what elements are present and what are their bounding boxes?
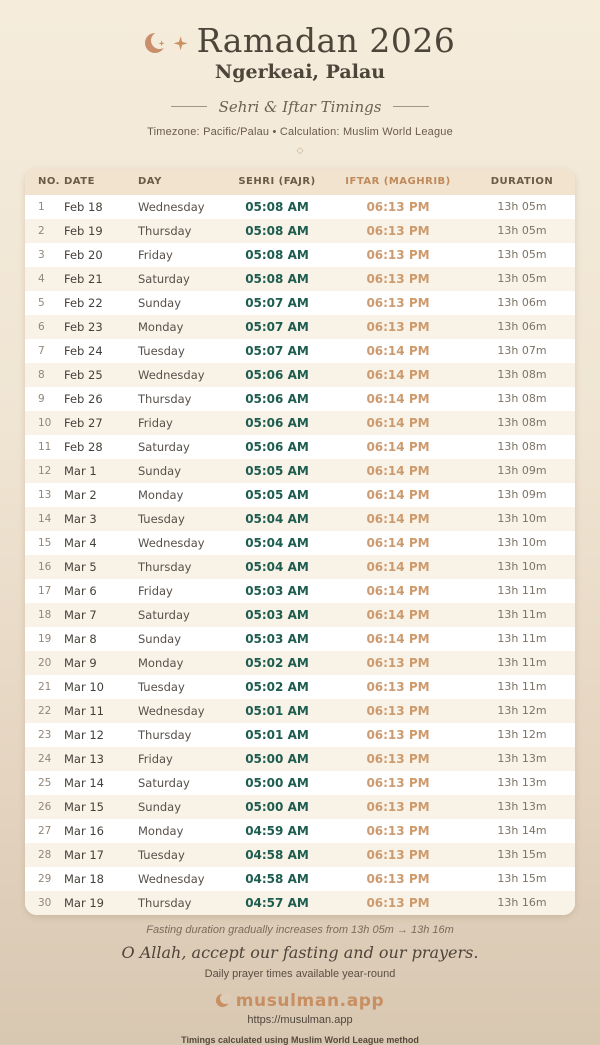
cell-day: Monday [138, 655, 184, 670]
cell-sehri-time: 04:59 AM [245, 823, 309, 838]
divider-line-right [393, 106, 429, 107]
fasting-duration-note: Fasting duration gradually increases from 13h 05m → 13h 16m [146, 923, 454, 936]
location-subtitle: Ngerkeai, Palau [214, 60, 386, 83]
cell-day: Wednesday [138, 199, 205, 214]
cell-iftar-time: 06:14 PM [366, 583, 430, 598]
cell-iftar-time: 06:13 PM [366, 223, 430, 238]
cell-duration: 13h 05m [497, 248, 547, 262]
cell-iftar-time: 06:14 PM [366, 343, 430, 358]
cell-no: 28 [38, 848, 52, 861]
cell-iftar-time: 06:14 PM [366, 367, 430, 382]
cell-date: Feb 23 [64, 319, 103, 334]
cell-iftar-time: 06:13 PM [366, 271, 430, 286]
table-row [25, 747, 575, 771]
cell-iftar-time: 06:14 PM [366, 487, 430, 502]
cell-day: Friday [138, 247, 173, 262]
cell-day: Thursday [138, 391, 192, 406]
table-row [25, 723, 575, 747]
cell-date: Mar 12 [64, 727, 104, 742]
cell-iftar-time: 06:14 PM [366, 391, 430, 406]
cell-iftar-time: 06:13 PM [366, 751, 430, 766]
cell-sehri-time: 05:08 AM [245, 223, 309, 238]
cell-day: Wednesday [138, 367, 205, 382]
divider-line-left [171, 106, 207, 107]
cell-duration: 13h 11m [497, 584, 547, 598]
cell-date: Mar 17 [64, 847, 104, 862]
cell-date: Mar 11 [64, 703, 104, 718]
table-row [25, 579, 575, 603]
brand-name: musulman.app [235, 990, 385, 1011]
cell-day: Sunday [138, 295, 182, 310]
cell-no: 30 [38, 896, 52, 909]
column-header-date: DATE [61, 169, 135, 195]
cell-day: Saturday [138, 775, 190, 790]
cell-day: Friday [138, 583, 173, 598]
cell-day: Wednesday [138, 535, 205, 550]
cell-iftar-time: 06:14 PM [366, 535, 430, 550]
cell-date: Feb 22 [64, 295, 103, 310]
table-row [25, 411, 575, 435]
cell-sehri-time: 05:01 AM [245, 703, 309, 718]
cell-duration: 13h 08m [497, 392, 547, 406]
timings-table [25, 169, 575, 915]
column-header-no: NO. [25, 169, 61, 195]
table-row [25, 483, 575, 507]
cell-sehri-time: 05:08 AM [245, 247, 309, 262]
table-header-row [25, 169, 575, 195]
table-row [25, 819, 575, 843]
cell-date: Feb 20 [64, 247, 103, 262]
cell-no: 25 [38, 776, 52, 789]
table-row [25, 867, 575, 891]
cell-sehri-time: 05:06 AM [245, 367, 309, 382]
table-row [25, 315, 575, 339]
cell-iftar-time: 06:13 PM [366, 247, 430, 262]
cell-day: Monday [138, 319, 184, 334]
cell-iftar-time: 06:13 PM [366, 295, 430, 310]
cell-date: Mar 18 [64, 871, 104, 886]
cell-iftar-time: 06:13 PM [366, 847, 430, 862]
dua-quote: O Allah, accept our fasting and our prayers. [121, 942, 479, 962]
table-row [25, 267, 575, 291]
calculation-method-note: Timings calculated using Muslim World League method [181, 1034, 419, 1045]
table-row [25, 507, 575, 531]
cell-day: Saturday [138, 439, 190, 454]
cell-date: Mar 3 [64, 511, 97, 526]
footer [0, 924, 600, 1045]
cell-iftar-time: 06:13 PM [366, 823, 430, 838]
table-row [25, 435, 575, 459]
cell-sehri-time: 05:03 AM [245, 631, 309, 646]
cell-sehri-time: 05:07 AM [245, 295, 309, 310]
cell-sehri-time: 05:05 AM [245, 463, 309, 478]
table-row [25, 771, 575, 795]
cell-duration: 13h 10m [497, 560, 547, 574]
cell-iftar-time: 06:13 PM [366, 895, 430, 910]
cell-sehri-time: 05:00 AM [245, 775, 309, 790]
cell-no: 11 [38, 440, 52, 453]
cell-sehri-time: 05:06 AM [245, 439, 309, 454]
cell-date: Mar 4 [64, 535, 97, 550]
cell-sehri-time: 05:08 AM [245, 271, 309, 286]
cell-duration: 13h 05m [497, 224, 547, 238]
cell-day: Sunday [138, 631, 182, 646]
cell-iftar-time: 06:13 PM [366, 679, 430, 694]
cell-sehri-time: 04:58 AM [245, 871, 309, 886]
column-header-duration: DURATION [469, 169, 575, 195]
cell-iftar-time: 06:13 PM [366, 799, 430, 814]
cell-duration: 13h 11m [497, 632, 547, 646]
table-row [25, 459, 575, 483]
cell-duration: 13h 11m [497, 656, 547, 670]
cell-day: Friday [138, 415, 173, 430]
cell-duration: 13h 09m [497, 488, 547, 502]
column-header-sehri: SEHRI (FAJR) [227, 169, 327, 195]
cell-no: 8 [38, 368, 45, 381]
cell-no: 18 [38, 608, 52, 621]
cell-no: 2 [38, 224, 45, 237]
table-row [25, 843, 575, 867]
mini-star-icon [159, 40, 165, 46]
cell-iftar-time: 06:14 PM [366, 559, 430, 574]
cell-iftar-time: 06:13 PM [366, 655, 430, 670]
cell-duration: 13h 10m [497, 512, 547, 526]
diamond-icon: ◇ [296, 145, 304, 156]
cell-no: 17 [38, 584, 52, 597]
cell-date: Feb 25 [64, 367, 103, 382]
cell-no: 24 [38, 752, 52, 765]
cell-iftar-time: 06:14 PM [366, 607, 430, 622]
cell-date: Feb 28 [64, 439, 103, 454]
cell-date: Mar 6 [64, 583, 97, 598]
brand-link[interactable] [0, 991, 600, 1011]
cell-day: Monday [138, 823, 184, 838]
cell-day: Thursday [138, 895, 192, 910]
cell-duration: 13h 07m [497, 344, 547, 358]
cell-iftar-time: 06:13 PM [366, 319, 430, 334]
cell-duration: 13h 08m [497, 440, 547, 454]
cell-day: Monday [138, 487, 184, 502]
cell-iftar-time: 06:13 PM [366, 775, 430, 790]
cell-duration: 13h 15m [497, 872, 547, 886]
table-row [25, 363, 575, 387]
cell-no: 7 [38, 344, 45, 357]
table-row [25, 531, 575, 555]
title-row [0, 21, 600, 60]
cell-no: 9 [38, 392, 45, 405]
cell-date: Feb 27 [64, 415, 103, 430]
cell-no: 16 [38, 560, 52, 573]
timings-subtitle: Sehri & Iftar Timings [218, 97, 382, 116]
cell-day: Saturday [138, 607, 190, 622]
cell-duration: 13h 13m [497, 776, 547, 790]
cell-sehri-time: 05:00 AM [245, 799, 309, 814]
table-row [25, 387, 575, 411]
column-header-day: DAY [135, 169, 227, 195]
cell-no: 4 [38, 272, 45, 285]
cell-no: 5 [38, 296, 45, 309]
cell-sehri-time: 05:04 AM [245, 511, 309, 526]
cell-iftar-time: 06:13 PM [366, 199, 430, 214]
cell-duration: 13h 10m [497, 536, 547, 550]
cell-day: Saturday [138, 271, 190, 286]
cell-date: Mar 14 [64, 775, 104, 790]
column-header-iftar: IFTAR (MAGHRIB) [327, 169, 469, 195]
cell-date: Feb 19 [64, 223, 103, 238]
availability-note: Daily prayer times available year-round [204, 967, 396, 980]
cell-sehri-time: 05:03 AM [245, 583, 309, 598]
cell-duration: 13h 14m [497, 824, 547, 838]
cell-date: Mar 8 [64, 631, 97, 646]
cell-duration: 13h 05m [497, 200, 547, 214]
cell-sehri-time: 05:07 AM [245, 319, 309, 334]
cell-no: 27 [38, 824, 52, 837]
cell-date: Mar 13 [64, 751, 104, 766]
cell-date: Mar 5 [64, 559, 97, 574]
table-body [25, 195, 575, 915]
cell-duration: 13h 13m [497, 800, 547, 814]
cell-duration: 13h 09m [497, 464, 547, 478]
crescent-moon-icon [145, 33, 165, 53]
cell-iftar-time: 06:13 PM [366, 871, 430, 886]
timezone-calculation-line: Timezone: Pacific/Palau • Calculation: Muslim World League [147, 125, 453, 138]
cell-iftar-time: 06:14 PM [366, 439, 430, 454]
cell-date: Feb 24 [64, 343, 103, 358]
header [0, 0, 600, 156]
cell-day: Thursday [138, 223, 192, 238]
cell-duration: 13h 08m [497, 416, 547, 430]
cell-sehri-time: 05:02 AM [245, 679, 309, 694]
cell-iftar-time: 06:14 PM [366, 463, 430, 478]
cell-day: Thursday [138, 727, 192, 742]
cell-date: Mar 9 [64, 655, 97, 670]
cell-date: Mar 19 [64, 895, 104, 910]
table-row [25, 291, 575, 315]
table-row [25, 627, 575, 651]
cell-date: Mar 2 [64, 487, 97, 502]
cell-date: Mar 10 [64, 679, 104, 694]
cell-day: Thursday [138, 559, 192, 574]
brand-crescent-icon [216, 994, 229, 1007]
brand-url[interactable]: https://musulman.app [247, 1013, 353, 1026]
cell-no: 12 [38, 464, 52, 477]
cell-sehri-time: 05:01 AM [245, 727, 309, 742]
table-row [25, 339, 575, 363]
cell-day: Friday [138, 751, 173, 766]
cell-no: 21 [38, 680, 52, 693]
table-row [25, 891, 575, 915]
cell-duration: 13h 11m [497, 680, 547, 694]
timings-card [25, 169, 575, 915]
cell-date: Mar 1 [64, 463, 97, 478]
cell-no: 22 [38, 704, 52, 717]
table-row [25, 243, 575, 267]
cell-iftar-time: 06:13 PM [366, 703, 430, 718]
cell-iftar-time: 06:14 PM [366, 415, 430, 430]
cell-sehri-time: 05:06 AM [245, 391, 309, 406]
cell-no: 23 [38, 728, 52, 741]
cell-date: Mar 7 [64, 607, 97, 622]
cell-duration: 13h 11m [497, 608, 547, 622]
cell-day: Tuesday [138, 847, 185, 862]
cell-duration: 13h 15m [497, 848, 547, 862]
cell-duration: 13h 08m [497, 368, 547, 382]
cell-iftar-time: 06:13 PM [366, 727, 430, 742]
cell-duration: 13h 05m [497, 272, 547, 286]
cell-duration: 13h 06m [497, 296, 547, 310]
cell-no: 10 [38, 416, 52, 429]
table-row [25, 219, 575, 243]
table-row [25, 555, 575, 579]
cell-day: Tuesday [138, 511, 185, 526]
cell-sehri-time: 05:02 AM [245, 655, 309, 670]
cell-date: Feb 21 [64, 271, 103, 286]
cell-sehri-time: 05:03 AM [245, 607, 309, 622]
cell-sehri-time: 04:58 AM [245, 847, 309, 862]
cell-no: 26 [38, 800, 52, 813]
cell-sehri-time: 05:04 AM [245, 535, 309, 550]
cell-sehri-time: 05:05 AM [245, 487, 309, 502]
cell-no: 15 [38, 536, 52, 549]
cell-iftar-time: 06:14 PM [366, 631, 430, 646]
cell-day: Wednesday [138, 703, 205, 718]
page-title: Ramadan 2026 [196, 21, 456, 60]
table-row [25, 699, 575, 723]
cell-duration: 13h 06m [497, 320, 547, 334]
cell-sehri-time: 05:07 AM [245, 343, 309, 358]
table-row [25, 195, 575, 219]
cell-sehri-time: 05:06 AM [245, 415, 309, 430]
cell-duration: 13h 12m [497, 704, 547, 718]
section-divider [0, 98, 600, 116]
cell-iftar-time: 06:14 PM [366, 511, 430, 526]
cell-date: Mar 15 [64, 799, 104, 814]
cell-duration: 13h 13m [497, 752, 547, 766]
cell-sehri-time: 04:57 AM [245, 895, 309, 910]
cell-sehri-time: 05:04 AM [245, 559, 309, 574]
sparkle-star-icon [174, 36, 188, 50]
cell-sehri-time: 05:00 AM [245, 751, 309, 766]
cell-date: Feb 18 [64, 199, 103, 214]
table-row [25, 675, 575, 699]
cell-day: Tuesday [138, 343, 185, 358]
cell-date: Mar 16 [64, 823, 104, 838]
cell-no: 19 [38, 632, 52, 645]
cell-day: Sunday [138, 799, 182, 814]
cell-no: 6 [38, 320, 45, 333]
table-row [25, 651, 575, 675]
table-row [25, 795, 575, 819]
cell-no: 1 [38, 200, 45, 213]
cell-no: 20 [38, 656, 52, 669]
cell-no: 29 [38, 872, 52, 885]
cell-duration: 13h 16m [497, 896, 547, 910]
cell-duration: 13h 12m [497, 728, 547, 742]
cell-no: 3 [38, 248, 45, 261]
cell-day: Wednesday [138, 871, 205, 886]
cell-day: Sunday [138, 463, 182, 478]
cell-day: Tuesday [138, 679, 185, 694]
table-row [25, 603, 575, 627]
cell-date: Feb 26 [64, 391, 103, 406]
cell-no: 14 [38, 512, 52, 525]
cell-sehri-time: 05:08 AM [245, 199, 309, 214]
cell-no: 13 [38, 488, 52, 501]
